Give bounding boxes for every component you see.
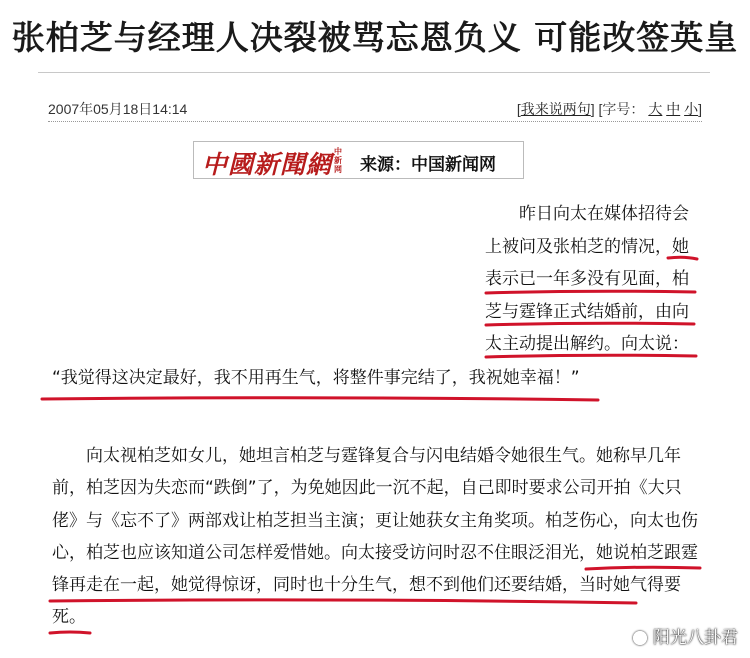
paragraph-line: 向太视柏芝如女儿，她坦言柏芝与霆锋复合与闪电结婚令她很生气。她称早几年: [52, 446, 681, 466]
font-size-medium-link[interactable]: 中: [666, 101, 681, 117]
source-label: 来源：中国新闻网: [360, 155, 496, 175]
article-quote: “我觉得这决定最好，我不用再生气，将整件事完结了，我祝她幸福！”: [52, 368, 580, 388]
bracket: ]: [590, 101, 599, 117]
watermark-icon: [633, 631, 647, 645]
watermark: [633, 623, 738, 648]
article-tools: [517, 99, 702, 119]
chinanews-logo: 中國新聞網: [202, 150, 333, 179]
paragraph-line: 表示已一年多没有见面，柏: [485, 269, 689, 289]
meta-divider: [48, 121, 702, 122]
publish-datetime: 2007年05月18日14:14: [48, 101, 188, 117]
font-size-label: [字号：: [598, 101, 645, 117]
font-size-small-link[interactable]: 小: [684, 101, 699, 117]
bracket: ]: [698, 101, 702, 117]
font-size-large-link[interactable]: 大: [648, 101, 663, 117]
paragraph-line: 昨日向太在媒体招待会: [519, 204, 689, 224]
source-box: [193, 141, 524, 179]
bracket: [: [516, 101, 521, 117]
paragraph-line: 芝与霆锋正式结婚前，由向: [485, 301, 689, 322]
header-divider: [38, 72, 710, 73]
watermark-text: 阳光八卦君: [653, 628, 738, 648]
paragraph-line: 佬》与《忘不了》两部戏让柏芝担当主演；更让她获女主角奖项。柏芝伤心，向太也伤: [52, 510, 698, 531]
article-paragraph-1: [485, 198, 700, 361]
underline-mark: [42, 398, 598, 400]
article-paragraph-2: [52, 440, 700, 634]
paragraph-line: 前，柏芝因为失恋而“跌倒”了，为免她因此一沉不起，自己即时要求公司开拍《大只: [52, 478, 682, 499]
comment-link[interactable]: 我来说两句: [520, 101, 591, 117]
paragraph-line: 太主动提出解约。向太说：: [485, 334, 689, 354]
paragraph-line: 上被问及张柏芝的情况，她: [485, 236, 689, 257]
paragraph-line: 锋再走在一起，她觉得惊讶，同时也十分生气，想不到他们还要结婚，当时她气得要: [52, 575, 681, 596]
paragraph-line: 死。: [52, 607, 86, 628]
paragraph-line: 心，柏芝也应该知道公司怎样爱惜她。向太接受访问时忍不住眼泛泪光，她说柏芝跟霆: [52, 542, 698, 563]
chinanews-logo-sub: 中新网: [334, 147, 342, 174]
article-headline: 张柏芝与经理人决裂被骂忘恩负义 可能改签英皇: [11, 18, 739, 57]
